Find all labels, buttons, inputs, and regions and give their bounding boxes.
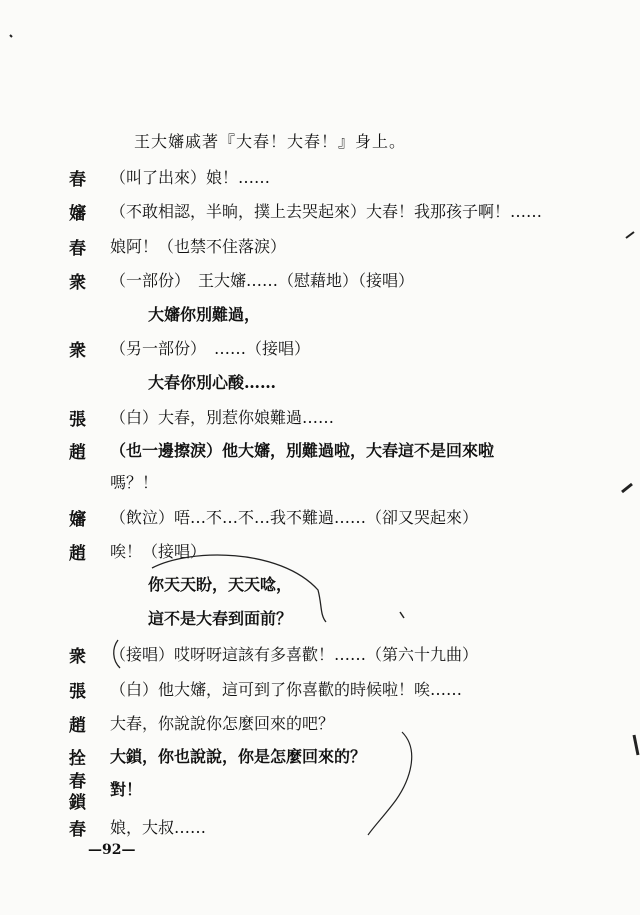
line-text: 對！ [110, 780, 143, 799]
dot-mark [10, 35, 12, 37]
line-text: 嗎？！ [110, 473, 159, 492]
line-text: 唉！（接唱） [110, 542, 207, 561]
speaker: 嬸 [69, 204, 86, 224]
line-text: 大鎖，你也說說，你是怎麼回來的？ [110, 747, 367, 766]
speaker: 張 [69, 682, 86, 702]
line-text: 娘阿！（也禁不住落淚） [110, 237, 287, 256]
line-text: （一部份） 王大嬸……（慰藉地）（接唱） [110, 271, 415, 290]
sung-line: 大春你別心酸…… [148, 373, 277, 392]
stage-direction: 王大嬸戚著『大春！大春！』身上。 [134, 132, 407, 151]
speaker: 拴 [69, 749, 86, 769]
sung-line: 這不是大春到面前？ [148, 609, 293, 628]
speaker: 張 [69, 410, 86, 430]
pen-curve-right [368, 732, 412, 835]
speaker: 衆 [69, 273, 86, 293]
speaker: 春 [69, 820, 86, 840]
line-text: （另一部份） ……（接唱） [110, 339, 311, 358]
speaker: 春 [69, 170, 86, 190]
line-text: 娘，大叔…… [110, 818, 207, 837]
edge-mark-3 [634, 735, 638, 755]
speaker: 嬸 [69, 510, 86, 530]
speaker: 趙 [69, 716, 86, 736]
line-text: （飲泣）唔…不…不…我不難過……（卻又哭起來） [110, 508, 479, 527]
speaker: 趙 [69, 544, 86, 564]
sung-line: 你天天盼，天天唸， [148, 575, 293, 594]
edge-mark-1 [626, 232, 634, 238]
speaker: 春 [69, 772, 86, 792]
line-text: （也一邊擦淚）他大嬸，別難過啦，大春這不是回來啦 [110, 441, 495, 460]
speaker: 衆 [69, 341, 86, 361]
line-text: 大春，你說說你怎麼回來的吧？ [110, 714, 335, 733]
line-text: （不敢相認，半晌，撲上去哭起來）大春！我那孩子啊！…… [110, 202, 543, 221]
page-number: —92— [88, 842, 136, 858]
line-text: （叫了出來）娘！…… [110, 168, 271, 187]
speaker: 春 [69, 239, 86, 259]
speaker: 鎖 [69, 793, 86, 813]
line-text: （接唱）哎呀呀這該有多喜歡！……（第六十九曲） [110, 645, 479, 664]
line-text: （白）大春，別惹你娘難過…… [110, 408, 335, 427]
sung-line: 大嬸你別難過， [148, 305, 261, 324]
speaker: 衆 [69, 647, 86, 667]
line-text: （白）他大嬸，這可到了你喜歡的時候啦！唉…… [110, 680, 463, 699]
pen-tick [400, 612, 404, 618]
speaker: 趙 [69, 443, 86, 463]
edge-mark-2 [622, 484, 632, 492]
